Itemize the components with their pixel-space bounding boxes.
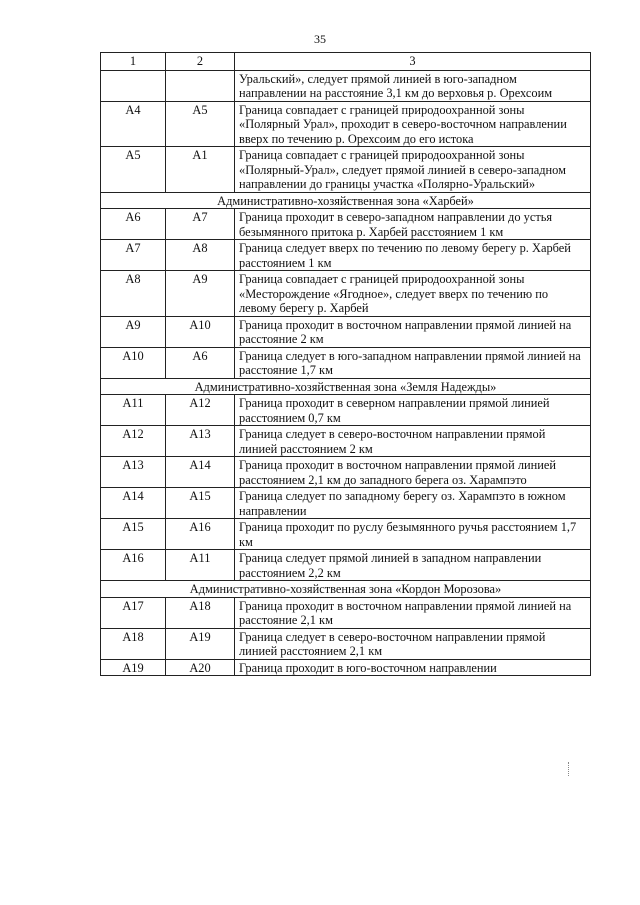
boundary-description: Граница следует по западному берегу оз. Харампэто в южном направлении [235,488,591,519]
table-header-row [101,53,591,71]
zone-title: Административно-хозяйственная зона «Земля Надежды» [101,378,591,395]
boundary-description: Граница проходит в юго-восточном направлении [235,659,591,676]
from-point: А12 [101,426,166,457]
boundary-description: Граница проходит в северном направлении прямой линией расстоянием 0,7 км [235,395,591,426]
boundary-description: Граница проходит в восточном направлении прямой линией расстоянием 2,1 км до западного берега оз. Харампэто [235,457,591,488]
to-point: А5 [166,101,235,147]
boundary-table [100,52,591,676]
from-point: А16 [101,550,166,581]
table-row [101,597,591,628]
to-point: А9 [166,271,235,317]
to-point: А13 [166,426,235,457]
to-point: А16 [166,519,235,550]
boundary-description: Граница совпадает с границей природоохранной зоны «Месторождение «Ягодное», следует вверх по течению по левому берегу р. Харбей [235,271,591,317]
from-point: А13 [101,457,166,488]
table-body [101,70,591,676]
to-point: А1 [166,147,235,193]
from-point: А15 [101,519,166,550]
from-point: А6 [101,209,166,240]
to-point: А19 [166,628,235,659]
zone-header-row [101,378,591,395]
to-point: А7 [166,209,235,240]
boundary-description: Граница следует в юго-западном направлении прямой линией на расстояние 1,7 км [235,347,591,378]
from-point: А14 [101,488,166,519]
to-point: А10 [166,316,235,347]
boundary-description: Уральский», следует прямой линией в юго-западном направлении на расстояние 3,1 км до верховья р. Орехсоим [235,70,591,101]
table-row [101,147,591,193]
boundary-description: Граница проходит по руслу безымянного ручья расстоянием 1,7 км [235,519,591,550]
from-point: А17 [101,597,166,628]
table-row [101,550,591,581]
column-header: 1 [101,53,166,71]
from-point: А11 [101,395,166,426]
to-point: А12 [166,395,235,426]
table-row [101,70,591,101]
table-row [101,457,591,488]
boundary-description: Граница следует в северо-восточном направлении прямой линией расстоянием 2 км [235,426,591,457]
table-row [101,628,591,659]
to-point [166,70,235,101]
table-row [101,488,591,519]
table-row [101,316,591,347]
table-row [101,659,591,676]
table-row [101,519,591,550]
from-point: А4 [101,101,166,147]
zone-header-row [101,192,591,209]
from-point: А7 [101,240,166,271]
boundary-description: Граница проходит в восточном направлении прямой линией на расстояние 2 км [235,316,591,347]
table-row [101,347,591,378]
column-header: 3 [235,53,591,71]
table-row [101,426,591,457]
boundary-description: Граница совпадает с границей природоохранной зоны «Полярный Урал», проходит в северо-восточном направлении вверх по течению р. Орехсоим до его истока [235,101,591,147]
boundary-description: Граница проходит в восточном направлении прямой линией на расстояние 2,1 км [235,597,591,628]
table-row [101,271,591,317]
zone-title: Административно-хозяйственная зона «Кордон Морозова» [101,581,591,598]
scan-mark [568,762,571,776]
to-point: А11 [166,550,235,581]
to-point: А20 [166,659,235,676]
boundary-description: Граница следует в северо-восточном направлении прямой линией расстоянием 2,1 км [235,628,591,659]
column-header: 2 [166,53,235,71]
from-point [101,70,166,101]
boundary-description: Граница проходит в северо-западном направлении до устья безымянного притока р. Харбей расстоянием 1 км [235,209,591,240]
from-point: А5 [101,147,166,193]
boundary-description: Граница следует вверх по течению по левому берегу р. Харбей расстоянием 1 км [235,240,591,271]
to-point: А14 [166,457,235,488]
page-number: 35 [314,32,326,46]
boundary-description: Граница совпадает с границей природоохранной зоны «Полярный-Урал», следует прямой линией в северо-западном направлении до границы участка «Полярно-Уральский» [235,147,591,193]
from-point: А19 [101,659,166,676]
boundary-description: Граница следует прямой линией в западном направлении расстоянием 2,2 км [235,550,591,581]
to-point: А8 [166,240,235,271]
table-row [101,101,591,147]
from-point: А8 [101,271,166,317]
zone-title: Административно-хозяйственная зона «Харбей» [101,192,591,209]
table-row [101,395,591,426]
to-point: А15 [166,488,235,519]
to-point: А18 [166,597,235,628]
table-row [101,240,591,271]
table-row [101,209,591,240]
zone-header-row [101,581,591,598]
from-point: А10 [101,347,166,378]
to-point: А6 [166,347,235,378]
from-point: А18 [101,628,166,659]
from-point: А9 [101,316,166,347]
